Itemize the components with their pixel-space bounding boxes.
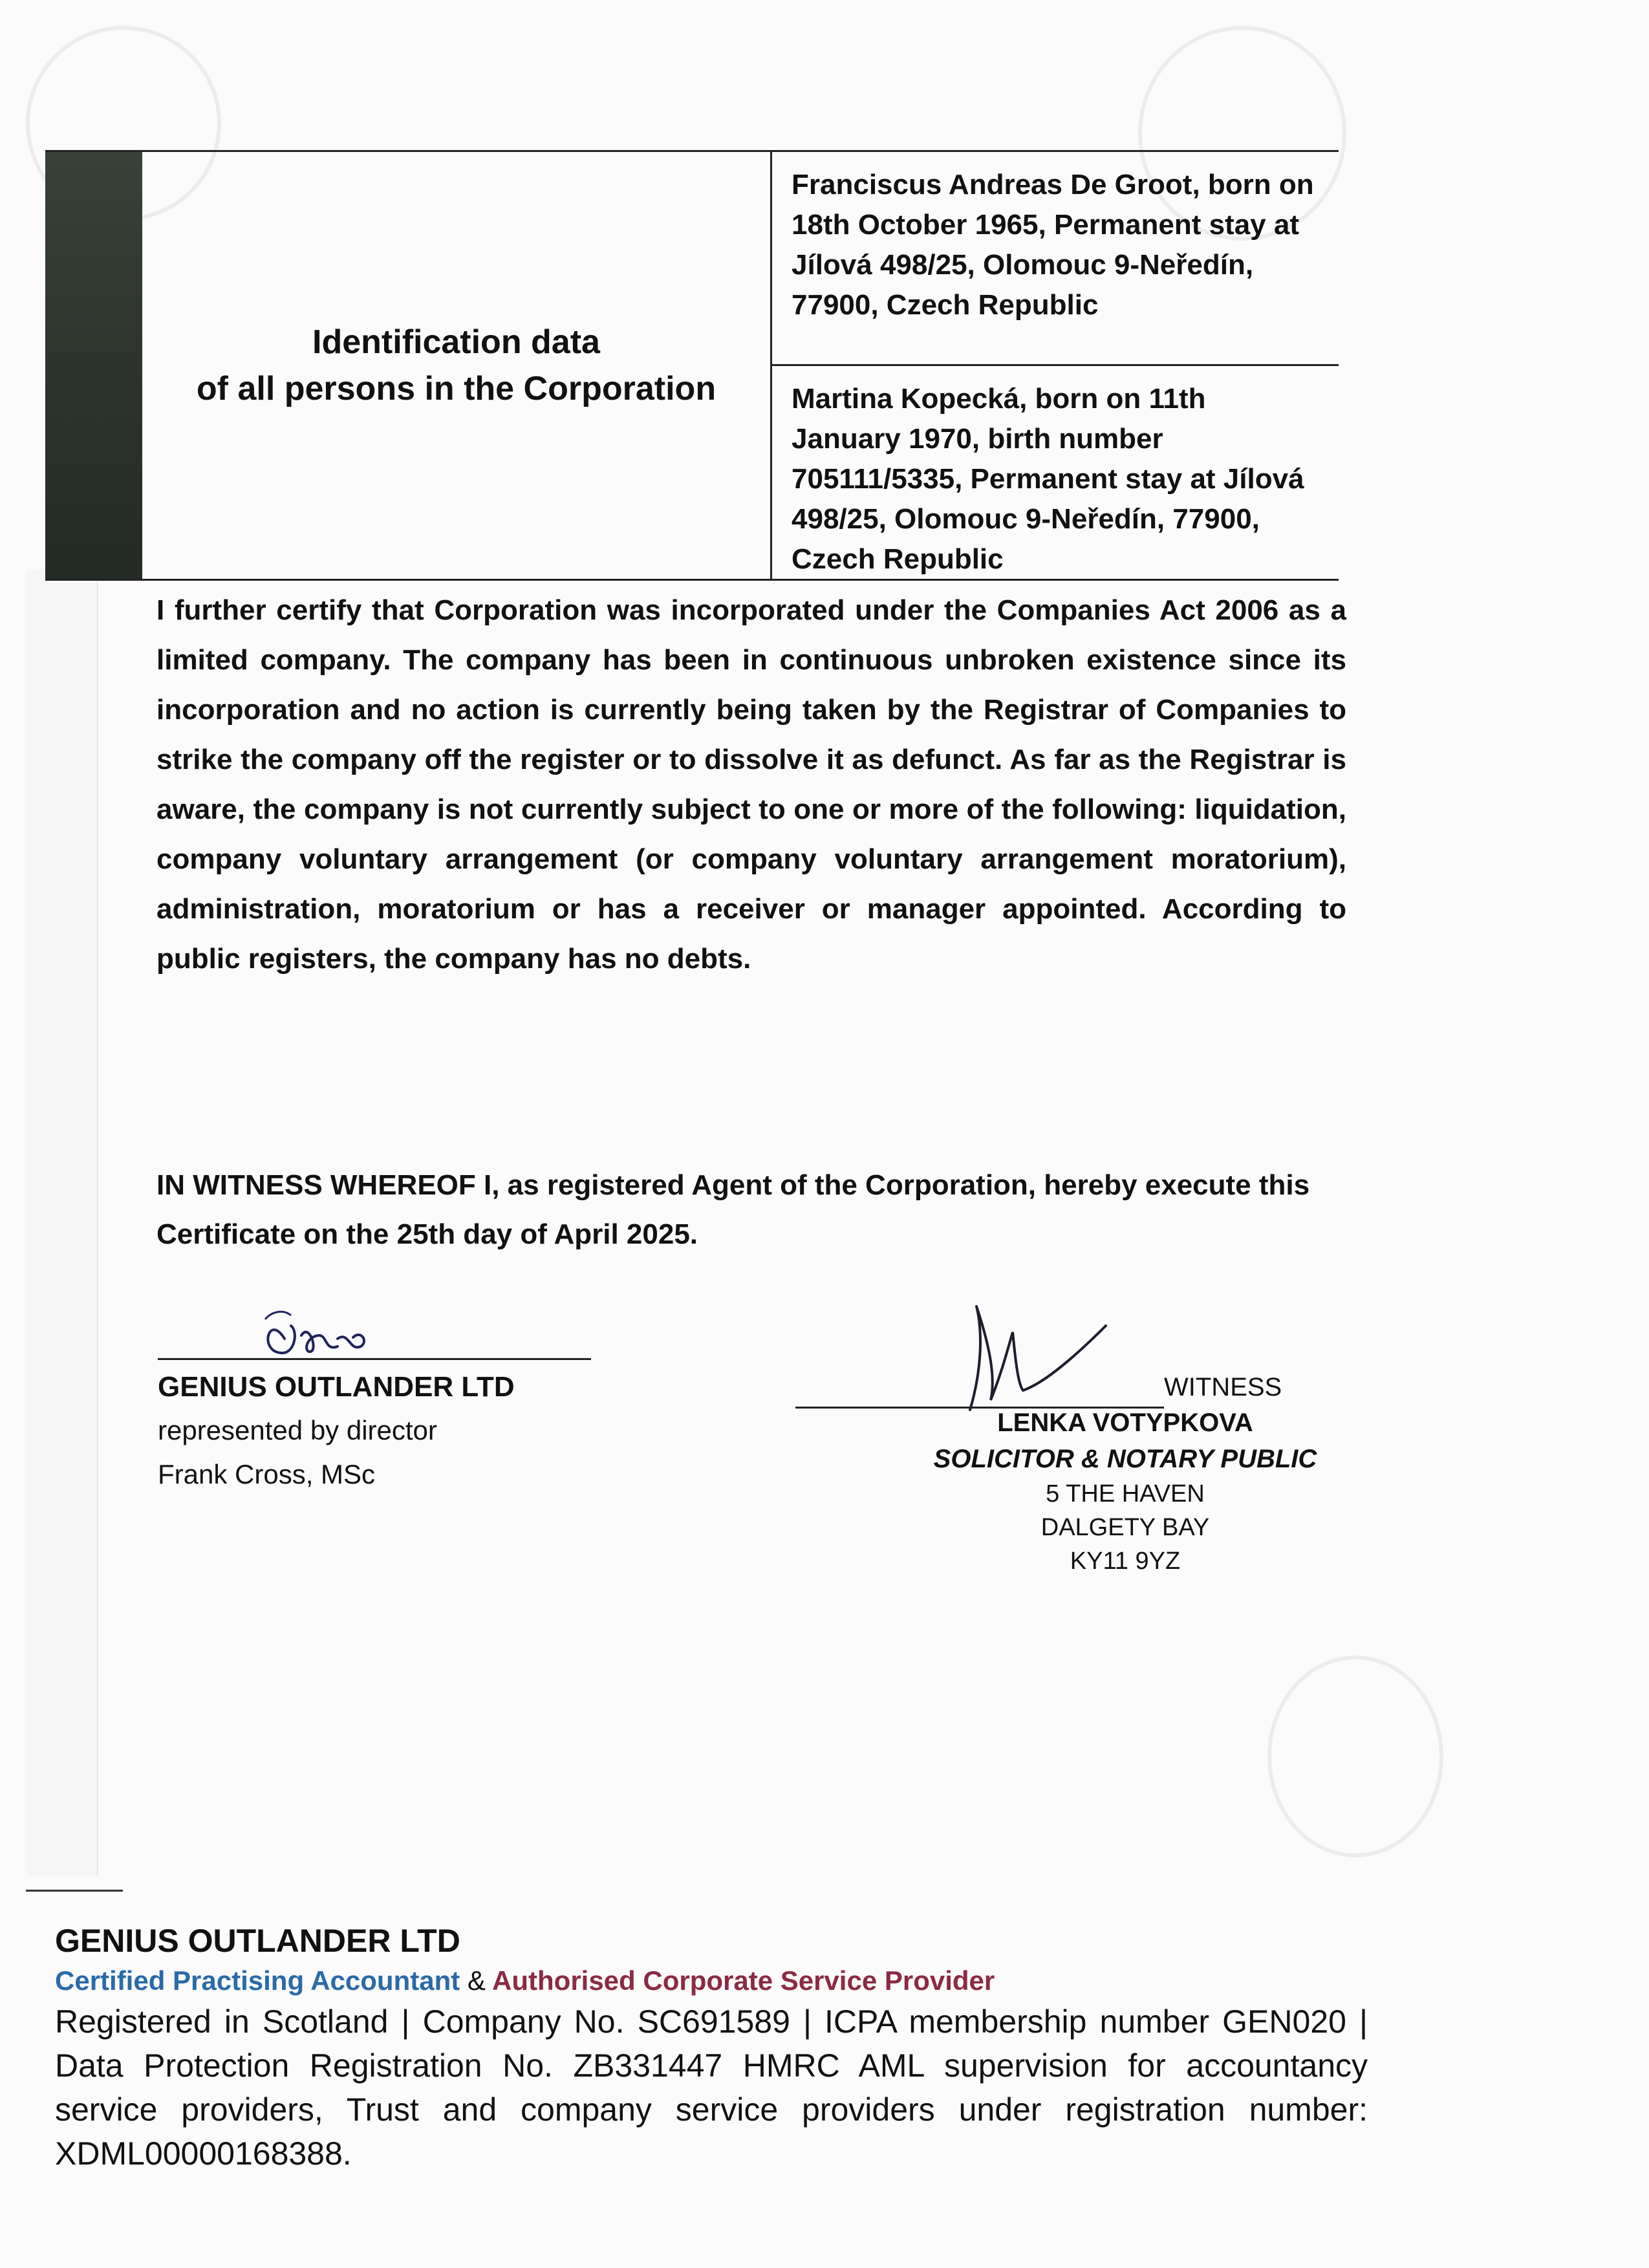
tagline-ampersand: & xyxy=(467,1965,486,1996)
witness-label: WITNESS xyxy=(1164,1373,1282,1401)
identification-table xyxy=(45,150,1339,581)
notary-address-line1: 5 THE HAVEN xyxy=(1046,1480,1205,1507)
identification-persons xyxy=(772,152,1339,579)
footer-company-name: GENIUS OUTLANDER LTD xyxy=(55,1923,460,1959)
director-signature xyxy=(155,1300,608,1358)
signatory-block xyxy=(158,1366,740,1496)
notary-address-line2: DALGETY BAY xyxy=(1040,1514,1210,1541)
ghost-seal-icon xyxy=(1267,1656,1443,1857)
identification-title-line2: of all persons in the Corporation xyxy=(196,370,717,407)
notary-signature xyxy=(951,1287,1119,1416)
person-entry-2: Martina Kopecká, born on 11th January 1970, birth number 705111/5335, Permanent stay at Jílová 498/25, Olomouc 9-Neředín, 77900, Czech Republic xyxy=(772,364,1339,579)
person-entry-1: Franciscus Andreas De Groot, born on 18th October 1965, Permanent stay at Jílová 498/25, Olomouc 9-Neředín, 77900, Czech Republic xyxy=(792,169,1314,321)
identification-title-line1: Identification data xyxy=(312,323,600,361)
tagline-corporate-service: Authorised Corporate Service Provider xyxy=(492,1965,995,1996)
signature-line-director xyxy=(158,1358,591,1360)
scan-edge-shadow xyxy=(26,569,98,1875)
footer-registration: Registered in Scotland | Company No. SC691589 | ICPA membership number GEN020 | Data Protection Registration No. ZB331447 HMRC AML supervision for accountancy service providers, Trust and company service providers under registration number: XDML00000168388. xyxy=(55,2003,1368,2172)
witness-statement: IN WITNESS WHEREOF I, as registered Agent of the Corporation, hereby execute this Certificate on the 25th day of April 2025. xyxy=(156,1169,1310,1250)
dark-margin-bar xyxy=(45,152,142,579)
identification-heading-cell xyxy=(45,152,772,579)
signatory-director: Frank Cross, MSc xyxy=(158,1459,376,1489)
certification-paragraph: I further certify that Corporation was incorporated under the Companies Act 2006 as a limited company. The company has been in continuous unbroken existence since its incorporation and no action is currently being taken by the Registrar of Companies to strike the company off the register or to dissolve it as defunct. As far as the Registrar is aware, the company is not currently subject to one or more of the following: liquidation, company voluntary arrangement (or company voluntary arrangement moratorium), administration, moratorium or has a receiver or manager appointed. According to public registers, the company has no debts. xyxy=(156,594,1346,975)
company-footer xyxy=(55,1919,1368,2176)
notary-name: LENKA VOTYPKOVA xyxy=(997,1409,1253,1437)
notary-block xyxy=(886,1405,1364,1578)
footer-rule xyxy=(26,1890,123,1892)
signatory-represented-by: represented by director xyxy=(158,1415,437,1445)
notary-address-line3: KY11 9YZ xyxy=(1070,1548,1181,1575)
notary-title: SOLICITOR & NOTARY PUBLIC xyxy=(933,1445,1317,1473)
footer-tagline xyxy=(55,1962,1368,2000)
identification-title xyxy=(166,319,748,412)
signatory-company: GENIUS OUTLANDER LTD xyxy=(158,1371,515,1403)
tagline-accountant: Certified Practising Accountant xyxy=(55,1965,460,1996)
